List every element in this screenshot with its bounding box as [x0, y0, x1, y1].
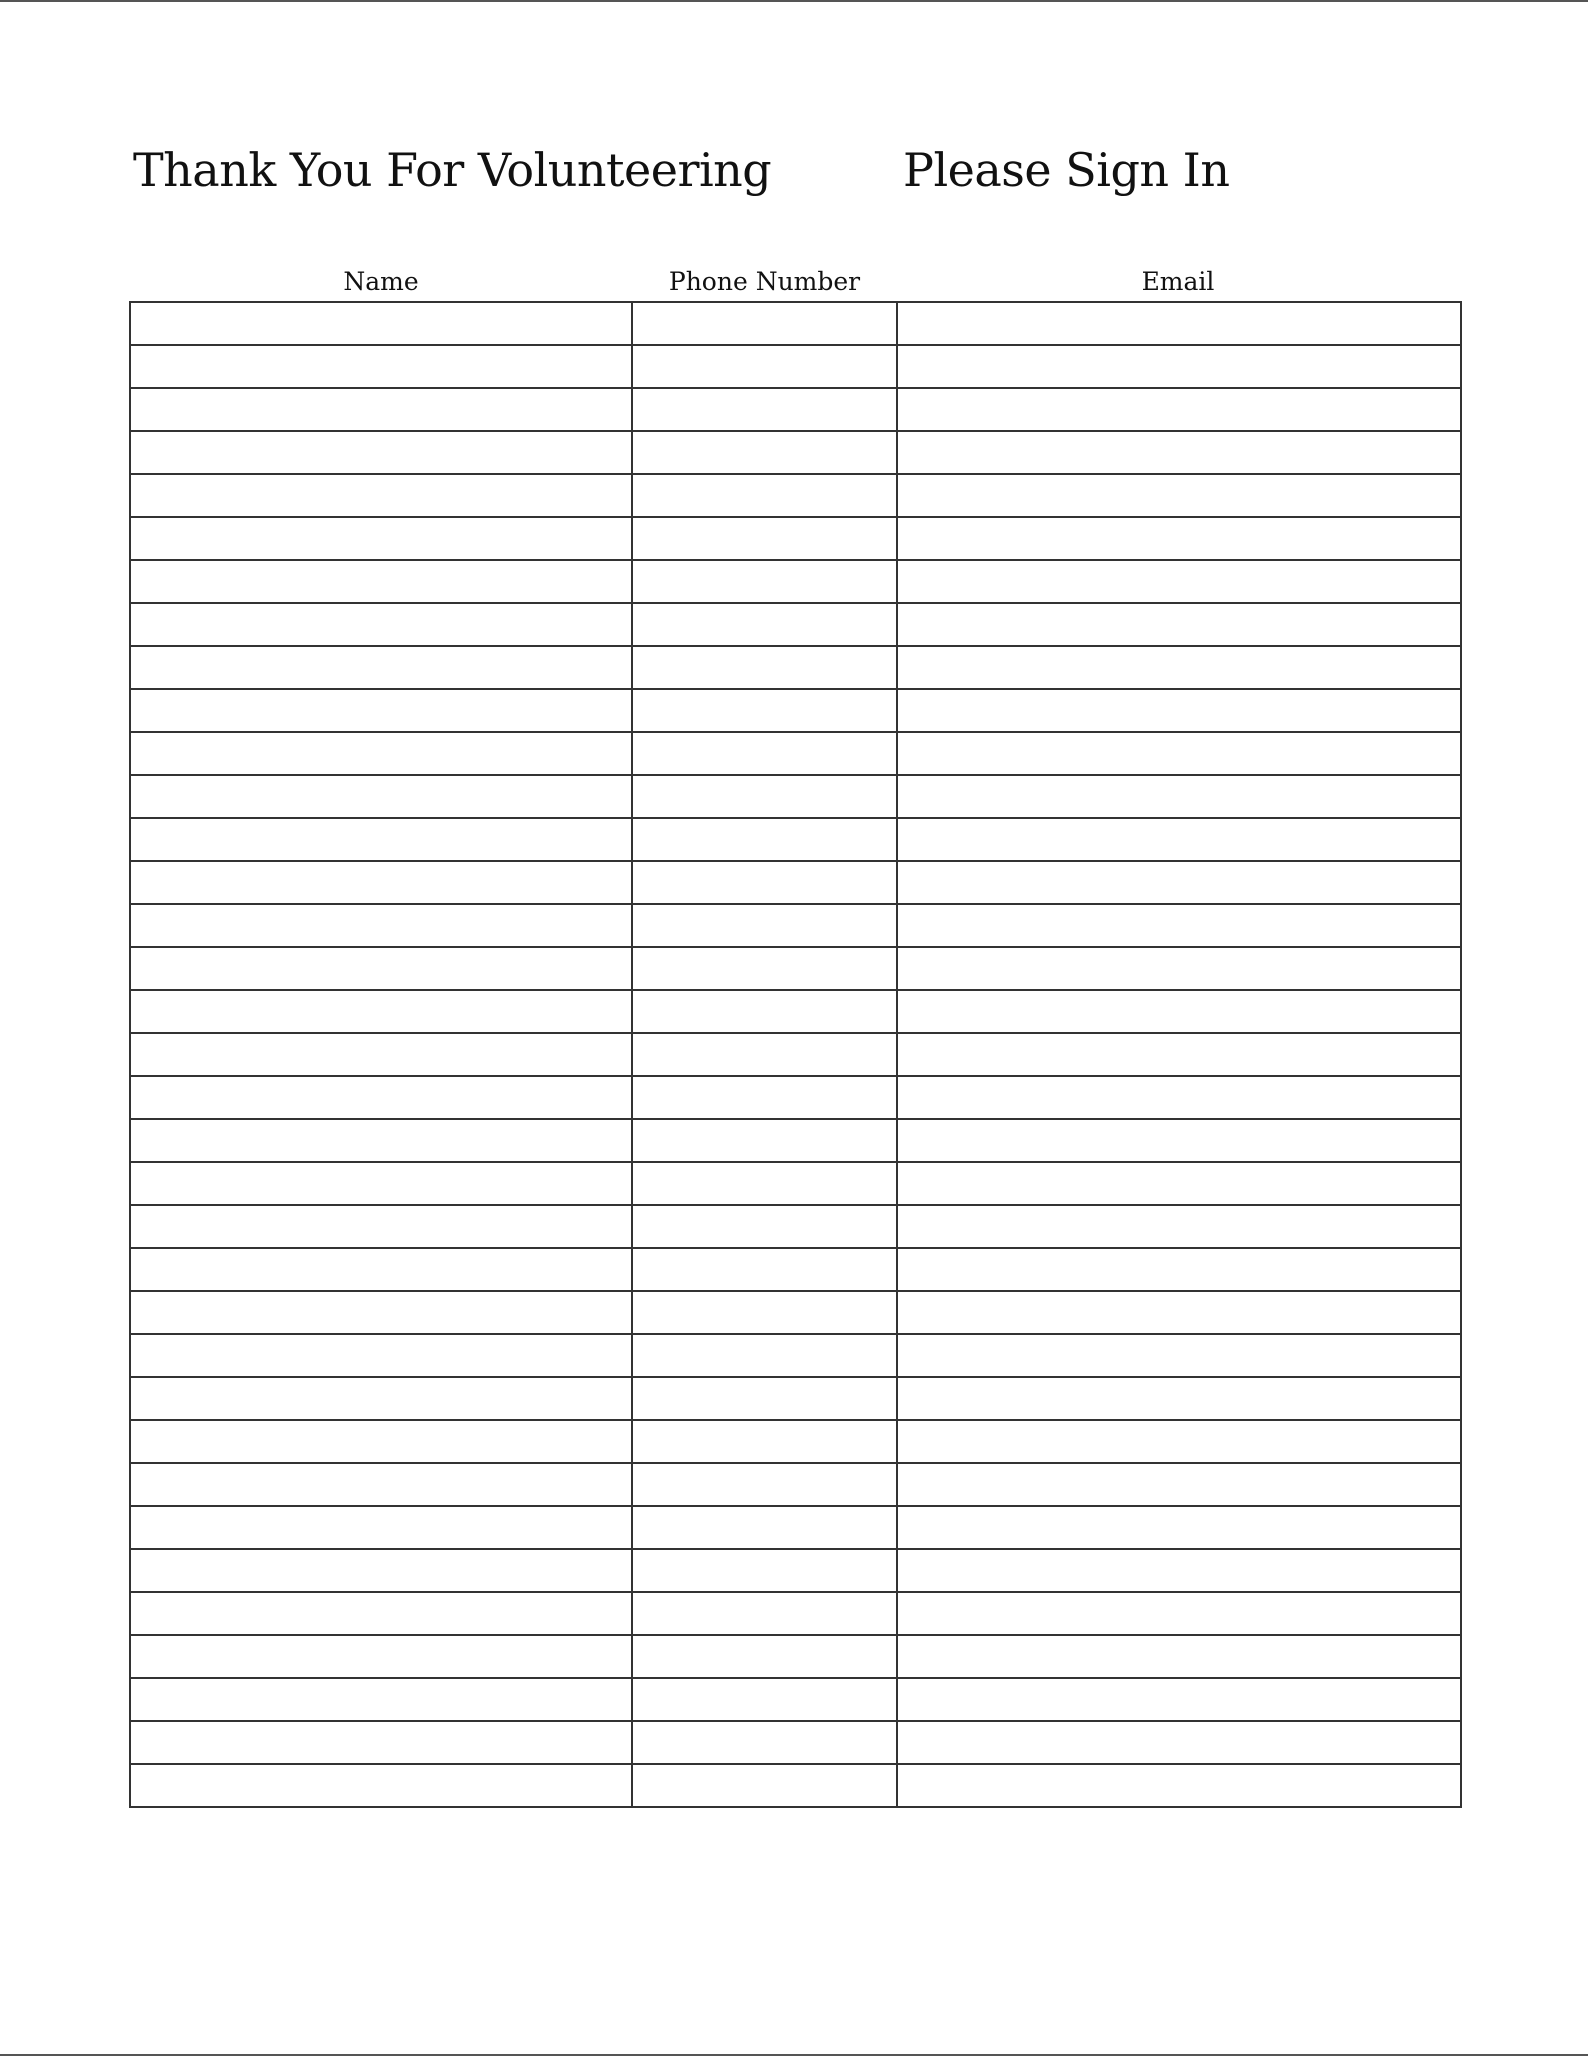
table-row: [130, 1162, 1461, 1205]
table-cell-phone[interactable]: [632, 431, 897, 474]
table-cell-phone[interactable]: [632, 1334, 897, 1377]
table-cell-phone[interactable]: [632, 1076, 897, 1119]
table-cell-phone[interactable]: [632, 1291, 897, 1334]
table-cell-email[interactable]: [897, 1721, 1461, 1764]
table-cell-phone[interactable]: [632, 861, 897, 904]
table-cell-name[interactable]: [130, 775, 632, 818]
table-cell-phone[interactable]: [632, 302, 897, 345]
table-cell-email[interactable]: [897, 1033, 1461, 1076]
table-cell-phone[interactable]: [632, 1549, 897, 1592]
table-row: [130, 560, 1461, 603]
table-row: [130, 775, 1461, 818]
table-cell-email[interactable]: [897, 1506, 1461, 1549]
table-row: [130, 1678, 1461, 1721]
table-cell-name[interactable]: [130, 1248, 632, 1291]
table-row: [130, 990, 1461, 1033]
table-row: [130, 1291, 1461, 1334]
table-cell-phone[interactable]: [632, 1420, 897, 1463]
table-cell-phone[interactable]: [632, 1377, 897, 1420]
table-cell-email[interactable]: [897, 689, 1461, 732]
table-row: [130, 904, 1461, 947]
table-cell-email[interactable]: [897, 1463, 1461, 1506]
table-cell-email[interactable]: [897, 1549, 1461, 1592]
table-cell-name[interactable]: [130, 1334, 632, 1377]
table-cell-name[interactable]: [130, 1119, 632, 1162]
table-cell-phone[interactable]: [632, 388, 897, 431]
table-cell-email[interactable]: [897, 1420, 1461, 1463]
table-cell-phone[interactable]: [632, 1033, 897, 1076]
table-cell-phone[interactable]: [632, 517, 897, 560]
table-row: [130, 1549, 1461, 1592]
table-cell-name[interactable]: [130, 1033, 632, 1076]
table-cell-email[interactable]: [897, 1119, 1461, 1162]
table-cell-phone[interactable]: [632, 990, 897, 1033]
table-cell-email[interactable]: [897, 1764, 1461, 1807]
table-cell-name[interactable]: [130, 732, 632, 775]
table-row: [130, 388, 1461, 431]
table-row: [130, 1248, 1461, 1291]
table-cell-email[interactable]: [897, 861, 1461, 904]
table-row: [130, 689, 1461, 732]
table-cell-email[interactable]: [897, 1248, 1461, 1291]
page-bottom-edge: [0, 2054, 1588, 2056]
column-header-name: Name: [343, 267, 419, 296]
table-cell-name[interactable]: [130, 1377, 632, 1420]
table-cell-phone[interactable]: [632, 1205, 897, 1248]
table-row: [130, 474, 1461, 517]
table-cell-phone[interactable]: [632, 689, 897, 732]
sign-in-table-body: [130, 302, 1461, 1807]
table-row: [130, 861, 1461, 904]
table-cell-email[interactable]: [897, 1377, 1461, 1420]
table-row: [130, 1033, 1461, 1076]
table-cell-phone[interactable]: [632, 646, 897, 689]
table-cell-email[interactable]: [897, 474, 1461, 517]
table-cell-name[interactable]: [130, 1592, 632, 1635]
table-cell-phone[interactable]: [632, 474, 897, 517]
table-row: [130, 646, 1461, 689]
table-cell-name[interactable]: [130, 1205, 632, 1248]
table-row: [130, 517, 1461, 560]
table-cell-phone[interactable]: [632, 1678, 897, 1721]
table-row: [130, 1635, 1461, 1678]
table-cell-name[interactable]: [130, 818, 632, 861]
table-cell-phone[interactable]: [632, 345, 897, 388]
table-cell-email[interactable]: [897, 732, 1461, 775]
table-cell-phone[interactable]: [632, 1592, 897, 1635]
table-cell-phone[interactable]: [632, 1635, 897, 1678]
column-header-phone: Phone Number: [668, 267, 861, 296]
table-cell-phone[interactable]: [632, 775, 897, 818]
table-row: [130, 1764, 1461, 1807]
table-row: [130, 603, 1461, 646]
table-row: [130, 1463, 1461, 1506]
table-row: [130, 1721, 1461, 1764]
table-row: [130, 1334, 1461, 1377]
table-cell-name[interactable]: [130, 560, 632, 603]
table-row: [130, 1592, 1461, 1635]
table-cell-email[interactable]: [897, 302, 1461, 345]
table-cell-name[interactable]: [130, 646, 632, 689]
table-row: [130, 818, 1461, 861]
table-row: [130, 1076, 1461, 1119]
table-row: [130, 431, 1461, 474]
table-cell-phone[interactable]: [632, 1463, 897, 1506]
table-cell-name[interactable]: [130, 990, 632, 1033]
table-row: [130, 947, 1461, 990]
table-cell-email[interactable]: [897, 560, 1461, 603]
page-title: Thank You For Volunteering: [133, 143, 772, 197]
table-cell-email[interactable]: [897, 603, 1461, 646]
table-row: [130, 1205, 1461, 1248]
sign-in-table: [129, 301, 1462, 1808]
table-cell-email[interactable]: [897, 431, 1461, 474]
table-cell-email[interactable]: [897, 517, 1461, 560]
table-cell-name[interactable]: [130, 302, 632, 345]
table-cell-name[interactable]: [130, 689, 632, 732]
table-cell-email[interactable]: [897, 1635, 1461, 1678]
column-header-email: Email: [1141, 267, 1215, 296]
table-cell-phone[interactable]: [632, 947, 897, 990]
table-cell-phone[interactable]: [632, 603, 897, 646]
table-cell-name[interactable]: [130, 1291, 632, 1334]
table-cell-phone[interactable]: [632, 732, 897, 775]
table-cell-phone[interactable]: [632, 1162, 897, 1205]
sign-in-heading: Please Sign In: [903, 143, 1230, 197]
table-cell-email[interactable]: [897, 1334, 1461, 1377]
table-cell-name[interactable]: [130, 1506, 632, 1549]
table-cell-email[interactable]: [897, 646, 1461, 689]
table-row: [130, 732, 1461, 775]
table-cell-name[interactable]: [130, 431, 632, 474]
table-cell-phone[interactable]: [632, 904, 897, 947]
table-cell-phone[interactable]: [632, 1248, 897, 1291]
table-cell-email[interactable]: [897, 818, 1461, 861]
table-cell-name[interactable]: [130, 1463, 632, 1506]
table-cell-phone[interactable]: [632, 818, 897, 861]
table-cell-email[interactable]: [897, 1205, 1461, 1248]
table-cell-name[interactable]: [130, 1076, 632, 1119]
table-cell-phone[interactable]: [632, 1764, 897, 1807]
table-cell-phone[interactable]: [632, 1119, 897, 1162]
table-row: [130, 345, 1461, 388]
table-cell-name[interactable]: [130, 1162, 632, 1205]
table-cell-name[interactable]: [130, 947, 632, 990]
table-cell-email[interactable]: [897, 775, 1461, 818]
table-cell-name[interactable]: [130, 345, 632, 388]
table-cell-name[interactable]: [130, 861, 632, 904]
table-cell-name[interactable]: [130, 1549, 632, 1592]
table-row: [130, 1420, 1461, 1463]
table-cell-email[interactable]: [897, 1162, 1461, 1205]
table-row: [130, 1377, 1461, 1420]
table-row: [130, 302, 1461, 345]
table-cell-email[interactable]: [897, 388, 1461, 431]
table-cell-email[interactable]: [897, 1291, 1461, 1334]
table-cell-name[interactable]: [130, 904, 632, 947]
table-cell-name[interactable]: [130, 388, 632, 431]
table-cell-email[interactable]: [897, 947, 1461, 990]
table-row: [130, 1506, 1461, 1549]
table-cell-email[interactable]: [897, 1592, 1461, 1635]
table-cell-name[interactable]: [130, 1678, 632, 1721]
table-cell-name[interactable]: [130, 517, 632, 560]
table-cell-email[interactable]: [897, 345, 1461, 388]
table-cell-phone[interactable]: [632, 560, 897, 603]
table-row: [130, 1119, 1461, 1162]
table-cell-name[interactable]: [130, 1420, 632, 1463]
table-cell-email[interactable]: [897, 1678, 1461, 1721]
table-cell-phone[interactable]: [632, 1506, 897, 1549]
table-cell-phone[interactable]: [632, 1721, 897, 1764]
table-cell-email[interactable]: [897, 904, 1461, 947]
table-cell-email[interactable]: [897, 1076, 1461, 1119]
table-cell-email[interactable]: [897, 990, 1461, 1033]
table-cell-name[interactable]: [130, 1721, 632, 1764]
table-cell-name[interactable]: [130, 474, 632, 517]
table-cell-name[interactable]: [130, 1764, 632, 1807]
table-cell-name[interactable]: [130, 1635, 632, 1678]
page-top-edge: [0, 0, 1588, 2]
table-cell-name[interactable]: [130, 603, 632, 646]
